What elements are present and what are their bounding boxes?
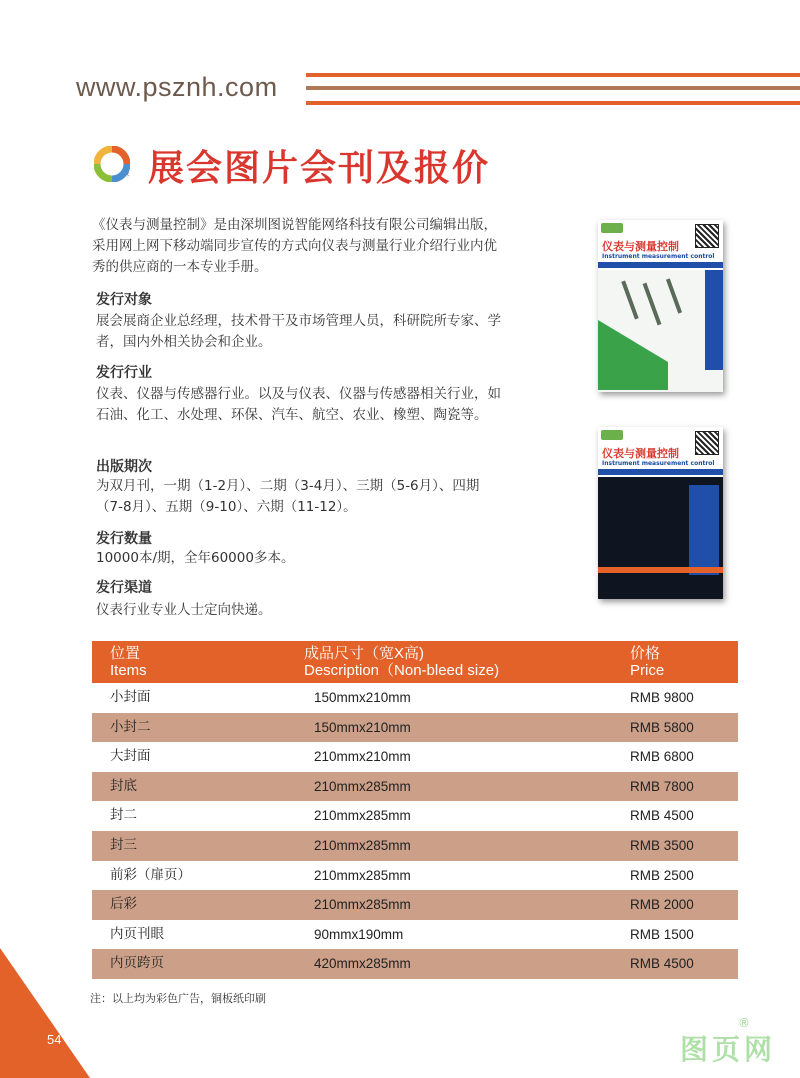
header-items: [110, 645, 147, 679]
table-row: [92, 861, 738, 891]
cell-size: 210mmx210mm: [314, 749, 411, 765]
cell-size: 210mmx285mm: [314, 897, 411, 913]
header-items-en: Items: [110, 662, 147, 679]
header-price-en: Price: [630, 662, 665, 679]
cover-title: 仪表与测量控制: [602, 447, 679, 460]
section-heading-channel: 发行渠道: [96, 580, 152, 596]
section-text-channel: 仪表行业专业人士定向快递。: [96, 602, 272, 618]
cell-size: 150mmx210mm: [314, 690, 411, 705]
cell-price: RMB 4500: [630, 956, 694, 972]
table-row: [92, 772, 738, 802]
cell-size: 210mmx285mm: [314, 808, 411, 824]
cover-subtitle: Instrument measurement control: [602, 460, 715, 467]
corner-triangle: [0, 948, 90, 1078]
intro-paragraph: 《仪表与测量控制》是由深圳图说智能网络科技有限公司编辑出版，采用网上网下移动端同步宣传的方式向仪表与测量行业介绍行业内优秀的供应商的一本专业手册。: [92, 217, 497, 275]
cover-blue-panel: [689, 485, 719, 575]
table-row: [92, 713, 738, 743]
section-text-schedule: 为双月刊，一期（1-2月）、二期（3-4月）、三期（5-6月）、四期（7-8月）、五期（9-10）、六期（11-12）。: [96, 478, 480, 515]
cell-size: 210mmx285mm: [314, 867, 411, 883]
section-heading-circulation: 发行数量: [96, 531, 152, 547]
cell-item: 小封二: [110, 718, 151, 735]
chevron-left-icon: ‹: [126, 170, 130, 180]
watermark-logo: 图页网: [680, 1033, 777, 1066]
cell-item: 小封面: [110, 689, 151, 705]
cell-price: RMB 3500: [630, 837, 694, 853]
cell-item: 内页跨页: [110, 955, 164, 972]
cell-price: RMB 2000: [630, 897, 694, 913]
page-number: 54: [47, 1032, 62, 1047]
registered-mark: ®: [738, 1016, 750, 1030]
table-header: [92, 641, 738, 683]
header-price-cn: 价格: [630, 645, 661, 662]
table-row: [92, 742, 738, 772]
ring-logo-icon: [94, 146, 130, 182]
cell-item: 大封面: [110, 748, 151, 765]
magazine-cover-1: [598, 220, 723, 392]
brand-logo-icon: [601, 430, 623, 440]
cover-blue-strip: [705, 270, 723, 370]
header-size-en: Description（Non-bleed size): [304, 662, 500, 679]
cell-price: RMB 9800: [630, 690, 694, 705]
table-row: [92, 801, 738, 831]
cell-size: 210mmx285mm: [314, 837, 411, 853]
table-row: [92, 949, 738, 979]
section-text-circulation: 10000本/期，全年60000多本。: [96, 550, 295, 566]
cell-item: 封二: [110, 807, 137, 824]
cover-band: [598, 262, 723, 268]
cell-price: RMB 1500: [630, 926, 694, 942]
cell-price: RMB 4500: [630, 808, 694, 824]
page-title: 展会图片会刊及报价: [148, 148, 491, 189]
cell-size: 420mmx285mm: [314, 956, 411, 972]
header-items-cn: 位置: [110, 645, 141, 662]
section-text-audience: 展会展商企业总经理，技术骨干及市场管理人员，科研院所专家、学者，国内外相关协会和企业。: [96, 313, 501, 350]
cell-price: RMB 5800: [630, 719, 694, 735]
cell-item: 封三: [110, 836, 137, 853]
magazine-cover-2: [598, 427, 723, 599]
cell-item: 前彩（扉页）: [110, 866, 191, 883]
cover-title: 仪表与测量控制: [602, 240, 679, 253]
header-rule-top: [306, 73, 800, 77]
cell-item: 内页刊眼: [110, 925, 164, 942]
site-url: www.psznh.com: [76, 72, 278, 102]
section-text-industry: 仪表、仪器与传感器行业。以及与仪表、仪器与传感器相关行业，如石油、化工、水处理、环保、汽车、航空、农业、橡塑、陶瓷等。: [96, 386, 501, 423]
section-heading-schedule: 出版期次: [96, 459, 152, 475]
cover-orange-band: [598, 567, 723, 573]
header-rule-middle: [306, 86, 800, 90]
header-size-cn: 成品尺寸（宽X高): [304, 645, 425, 662]
brand-logo-icon: [601, 223, 623, 233]
table-row: [92, 920, 738, 950]
header-rule-bottom: [306, 101, 800, 105]
footnote: 注：以上均为彩色广告，铜板纸印刷: [90, 992, 266, 1005]
header-price: [630, 645, 664, 679]
cell-item: 后彩: [110, 896, 137, 913]
cell-size: 90mmx190mm: [314, 926, 404, 942]
qr-code-icon: [695, 431, 719, 455]
cover-band: [598, 469, 723, 475]
header-size: [304, 645, 499, 679]
price-table: [92, 641, 738, 979]
section-heading-industry: 发行行业: [96, 365, 152, 381]
table-row: [92, 890, 738, 920]
cell-item: 封底: [110, 777, 137, 794]
cell-price: RMB 6800: [630, 749, 694, 765]
cell-size: 150mmx210mm: [314, 719, 411, 735]
qr-code-icon: [695, 224, 719, 248]
cover-subtitle: Instrument measurement control: [602, 253, 715, 260]
table-row: [92, 831, 738, 861]
cell-size: 210mmx285mm: [314, 778, 411, 794]
section-heading-audience: 发行对象: [96, 292, 152, 308]
cell-price: RMB 7800: [630, 778, 694, 794]
cell-price: RMB 2500: [630, 867, 694, 883]
table-row: [92, 683, 738, 713]
